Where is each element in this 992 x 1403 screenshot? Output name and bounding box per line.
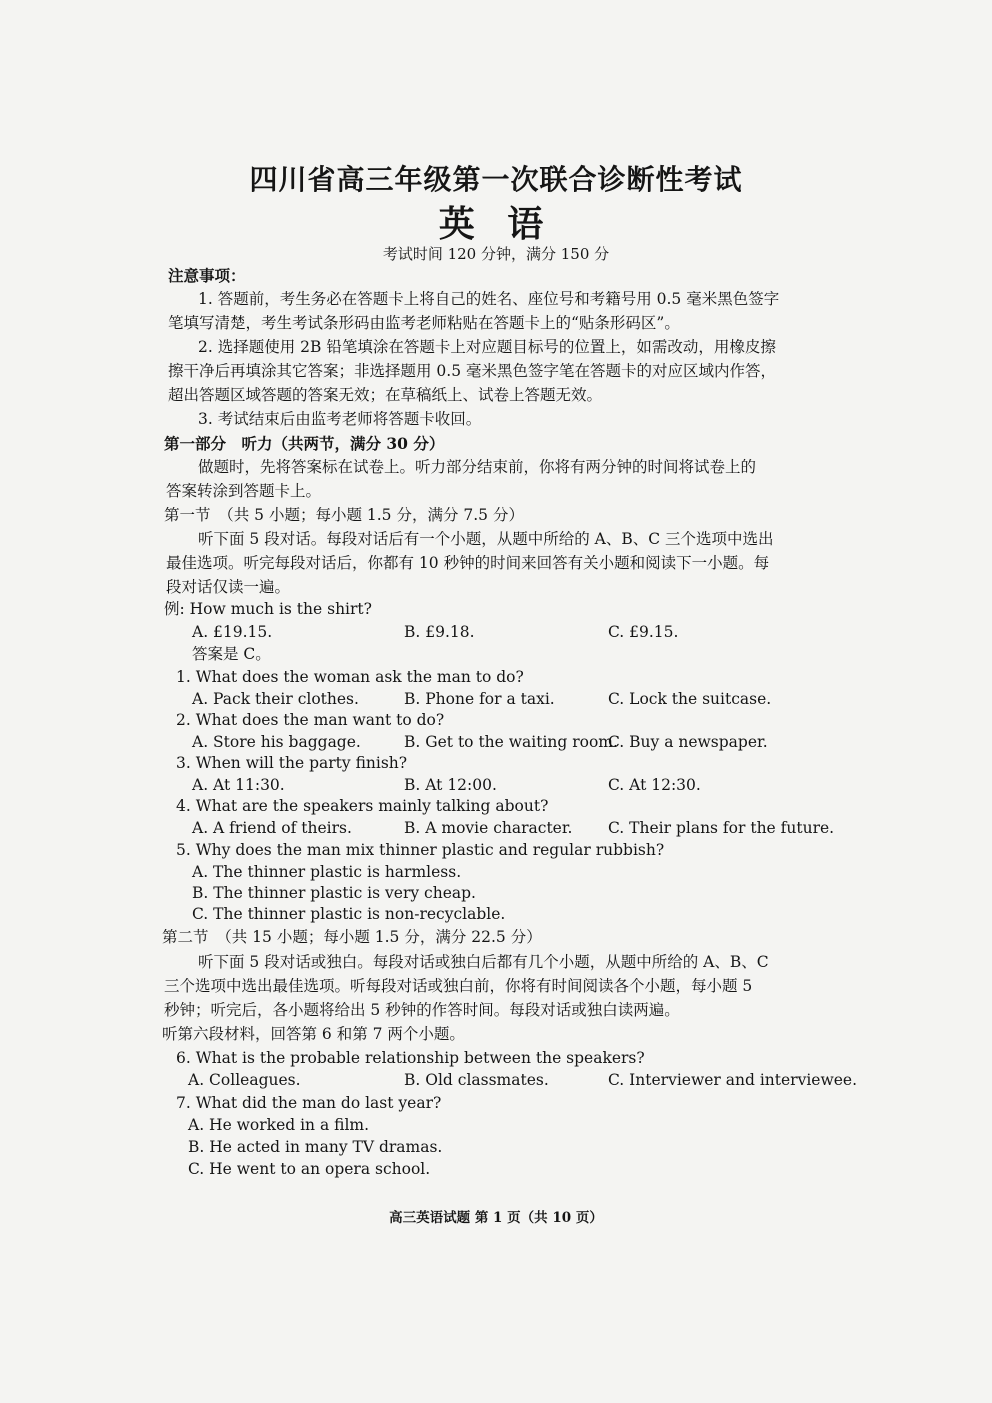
q2-option-a: A. Store his baggage. [192,733,361,751]
part1-heading: 第一部分 听力（共两节，满分 30 分） [164,434,445,453]
q1-option-a: A. Pack their clothes. [192,690,359,708]
section1-intro-line: 听下面 5 段对话。每段对话后有一个小题，从题中所给的 A、B、C 三个选项中选出 [198,530,774,548]
section2-intro-line: 三个选项中选出最佳选项。听每段对话或独白前，你将有时间阅读各个小题，每小题 5 [164,977,753,995]
question-5: 5. Why does the man mix thinner plastic and regular rubbish? [176,841,665,859]
q7-option-a: A. He worked in a film. [188,1116,370,1134]
question-3: 3. When will the party finish? [176,754,408,772]
section2-intro-line: 秒钟；听完后，各小题将给出 5 秒钟的作答时间。每段对话或独白读两遍。 [164,1001,680,1019]
q6-option-a: A. Colleagues. [188,1071,301,1089]
question-2: 2. What does the man want to do? [176,711,445,729]
material-instruction: 听第六段材料，回答第 6 和第 7 两个小题。 [162,1025,465,1043]
q4-option-a: A. A friend of theirs. [192,819,352,837]
q5-option-c: C. The thinner plastic is non-recyclable. [192,905,506,923]
q6-option-b: B. Old classmates. [404,1071,549,1089]
q1-option-c: C. Lock the suitcase. [608,690,772,708]
part1-intro-line: 答案转涂到答题卡上。 [166,482,322,500]
example-option-c: C. £9.15. [608,623,679,641]
q7-option-b: B. He acted in many TV dramas. [188,1138,443,1156]
part1-intro-line: 做题时，先将答案标在试卷上。听力部分结束前，你将有两分钟的时间将试卷上的 [198,458,757,476]
q5-option-a: A. The thinner plastic is harmless. [192,863,462,881]
page-footer: 高三英语试题 第 1 页（共 10 页） [389,1210,603,1226]
subject-title: 英 语 [438,203,554,245]
section1-intro-line: 段对话仅读一遍。 [166,578,291,596]
question-7: 7. What did the man do last year? [176,1094,442,1112]
question-1: 1. What does the woman ask the man to do? [176,668,524,686]
section1-heading: 第一节 （共 5 小题；每小题 1.5 分，满分 7.5 分） [164,506,524,524]
section1-intro-line: 最佳选项。听完每段对话后，你都有 10 秒钟的时间来回答有关小题和阅读下一小题。每 [166,554,770,572]
notice-line: 3. 考试结束后由监考老师将答题卡收回。 [198,410,482,428]
section2-intro-line: 听下面 5 段对话或独白。每段对话或独白后都有几个小题，从题中所给的 A、B、C [198,953,769,971]
question-6: 6. What is the probable relationship between the speakers? [176,1049,645,1067]
q3-option-c: C. At 12:30. [608,776,701,794]
q5-option-b: B. The thinner plastic is very cheap. [192,884,476,902]
notice-line: 擦干净后再填涂其它答案；非选择题用 0.5 毫米黑色签字笔在答题卡的对应区域内作答， [168,362,777,380]
q1-option-b: B. Phone for a taxi. [404,690,555,708]
q4-option-b: B. A movie character. [404,819,573,837]
notice-line: 笔填写清楚，考生考试条形码由监考老师粘贴在答题卡上的“贴条形码区”。 [168,314,680,332]
question-4: 4. What are the speakers mainly talking about? [176,797,549,815]
notice-heading: 注意事项： [168,266,246,285]
q2-option-b: B. Get to the waiting room. [404,733,618,751]
example-question: 例: How much is the shirt? [164,600,372,618]
q3-option-b: B. At 12:00. [404,776,497,794]
example-option-a: A. £19.15. [192,623,273,641]
exam-title: 四川省高三年级第一次联合诊断性考试 [249,163,743,196]
notice-line: 超出答题区域答题的答案无效；在草稿纸上、试卷上答题无效。 [168,386,603,404]
q7-option-c: C. He went to an opera school. [188,1160,431,1178]
notice-line: 2. 选择题使用 2B 铅笔填涂在答题卡上对应题目标号的位置上，如需改动，用橡皮擦 [198,338,776,356]
q3-option-a: A. At 11:30. [192,776,285,794]
example-option-b: B. £9.18. [404,623,475,641]
notice-line: 1. 答题前，考生务必在答题卡上将自己的姓名、座位号和考籍号用 0.5 毫米黑色签字 [198,290,780,308]
section2-heading: 第二节 （共 15 小题；每小题 1.5 分，满分 22.5 分） [162,928,542,946]
example-answer: 答案是 C。 [192,645,271,663]
exam-time-info: 考试时间 120 分钟，满分 150 分 [382,245,610,263]
q4-option-c: C. Their plans for the future. [608,819,835,837]
q2-option-c: C. Buy a newspaper. [608,733,768,751]
q6-option-c: C. Interviewer and interviewee. [608,1071,857,1089]
